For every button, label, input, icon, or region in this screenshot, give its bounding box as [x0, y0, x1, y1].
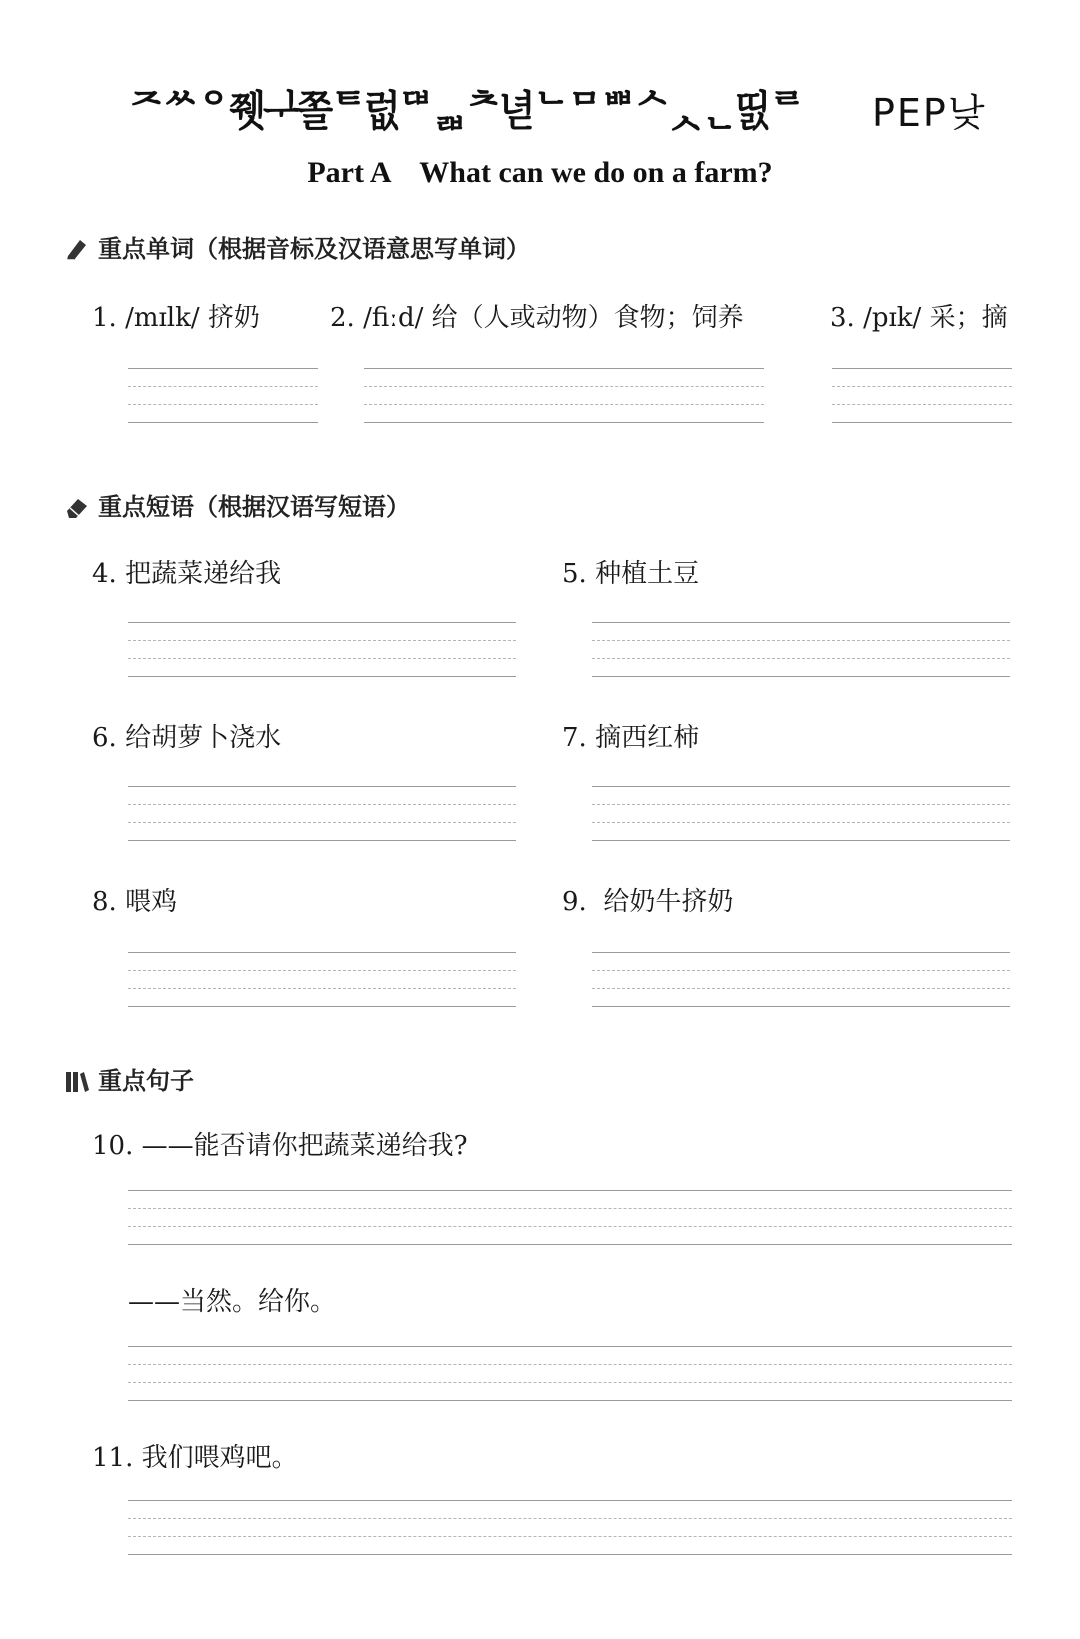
answer-lines-9[interactable] [592, 952, 1010, 1032]
answer-lines-11[interactable] [128, 1500, 1012, 1580]
part-title: Part A What can we do on a farm? [307, 156, 773, 189]
section-phrases-heading [64, 490, 410, 524]
books-icon [64, 1068, 90, 1094]
answer-lines-8[interactable] [128, 952, 516, 1032]
section-words-heading [64, 232, 530, 266]
answer-lines-7[interactable] [592, 786, 1010, 866]
section-phrases-title: 重点短语（根据汉语写短语） [98, 493, 410, 521]
answer-lines-5[interactable] [592, 622, 1010, 702]
header-edition: PEP낮 [872, 91, 987, 135]
answer-lines-6[interactable] [128, 786, 516, 866]
answer-lines-4[interactable] [128, 622, 516, 702]
question-10-reply: ——当然。给你。 [128, 1287, 337, 1317]
answer-lines-3[interactable] [832, 368, 1012, 448]
question-10: 10. ——能否请你把蔬菜递给我? [92, 1131, 468, 1161]
section-sentences-title: 重点句子 [98, 1067, 194, 1095]
section-sentences-heading [64, 1064, 194, 1098]
eraser-icon [64, 494, 90, 520]
question-1: 1. /mɪlk/ 挤奶 [92, 303, 260, 333]
answer-lines-10b[interactable] [128, 1346, 1012, 1426]
question-8: 8. 喂鸡 [92, 887, 178, 917]
answer-lines-10a[interactable] [128, 1190, 1012, 1270]
question-6: 6. 给胡萝卜浇水 [92, 723, 282, 753]
question-2: 2. /fiːd/ 给（人或动物）食物；饲养 [330, 303, 744, 333]
question-3: 3. /pɪk/ 采；摘 [830, 303, 1008, 333]
question-9: 9. 给奶牛挤奶 [562, 887, 734, 917]
pencil-icon [64, 236, 90, 262]
answer-lines-1[interactable] [128, 368, 318, 448]
question-11: 11. 我们喂鸡吧。 [92, 1443, 298, 1473]
answer-lines-2[interactable] [364, 368, 764, 448]
header-title: ᄌᄊᄋ쮓ᆛ쫄ᄐ럾ᄃᄇᆲᄎ녇ᄂᄆᄈᄉᆺᆫ띬ᄅ [128, 86, 803, 136]
question-7: 7. 摘西红柿 [562, 723, 700, 753]
question-5: 5. 种植土豆 [562, 559, 700, 589]
question-4: 4. 把蔬菜递给我 [92, 559, 282, 589]
section-words-title: 重点单词（根据音标及汉语意思写单词） [98, 235, 530, 263]
